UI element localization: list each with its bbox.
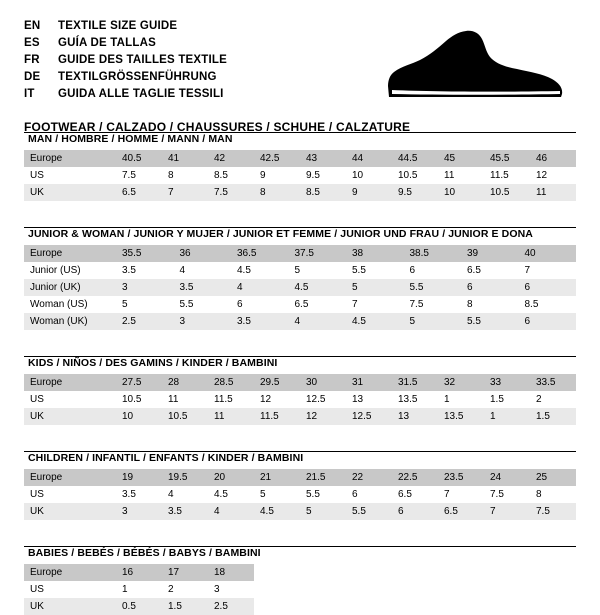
row-label: UK xyxy=(24,408,116,425)
size-table xyxy=(24,564,576,615)
size-cell: 13 xyxy=(346,391,392,408)
size-cell: 6.5 xyxy=(392,486,438,503)
size-cell: 6 xyxy=(346,486,392,503)
row-label: Europe xyxy=(24,374,116,391)
size-cell: 29.5 xyxy=(254,374,300,391)
language-code: ES xyxy=(24,37,40,49)
size-cell: 12 xyxy=(530,167,576,184)
language-title: TEXTILE SIZE GUIDE xyxy=(58,20,178,32)
row-label: UK xyxy=(24,503,116,520)
size-cell: 38 xyxy=(346,245,404,262)
size-cell: 1 xyxy=(484,408,530,425)
size-cell: 3.5 xyxy=(116,262,174,279)
size-cell: 3 xyxy=(174,313,232,330)
size-cell: 11 xyxy=(162,391,208,408)
size-cell: 11 xyxy=(530,184,576,201)
size-cell xyxy=(300,581,346,598)
row-label: UK xyxy=(24,184,116,201)
size-cell: 12.5 xyxy=(346,408,392,425)
size-cell: 23.5 xyxy=(438,469,484,486)
size-cell: 5.5 xyxy=(346,262,404,279)
size-cell: 19.5 xyxy=(162,469,208,486)
size-cell: 28 xyxy=(162,374,208,391)
size-cell: 45 xyxy=(438,150,484,167)
size-cell: 5 xyxy=(404,313,462,330)
size-cell xyxy=(300,598,346,615)
size-cell xyxy=(438,598,484,615)
size-cell: 28.5 xyxy=(208,374,254,391)
row-label: US xyxy=(24,486,116,503)
size-cell: 43 xyxy=(300,150,346,167)
language-code: DE xyxy=(24,71,41,83)
size-cell xyxy=(484,581,530,598)
size-cell xyxy=(484,564,530,581)
size-section xyxy=(24,546,576,615)
size-cell: 6 xyxy=(461,279,519,296)
size-cell xyxy=(254,598,300,615)
language-code: EN xyxy=(24,20,41,32)
size-cell: 24 xyxy=(484,469,530,486)
table-row xyxy=(24,564,576,581)
size-cell xyxy=(346,581,392,598)
size-cell: 5.5 xyxy=(300,486,346,503)
table-row xyxy=(24,184,576,201)
row-label: Europe xyxy=(24,245,116,262)
size-cell xyxy=(346,564,392,581)
size-cell xyxy=(346,598,392,615)
size-cell: 41 xyxy=(162,150,208,167)
size-cell: 42.5 xyxy=(254,150,300,167)
size-cell: 8 xyxy=(254,184,300,201)
size-table xyxy=(24,245,576,330)
size-cell: 37.5 xyxy=(289,245,347,262)
size-cell: 31.5 xyxy=(392,374,438,391)
size-cell: 3 xyxy=(116,503,162,520)
size-cell xyxy=(392,564,438,581)
size-cell: 7 xyxy=(438,486,484,503)
size-cell: 3.5 xyxy=(162,503,208,520)
table-row xyxy=(24,469,576,486)
size-cell: 40 xyxy=(519,245,577,262)
size-table xyxy=(24,374,576,425)
size-cell: 6 xyxy=(519,279,577,296)
size-cell: 7.5 xyxy=(208,184,254,201)
size-cell: 27.5 xyxy=(116,374,162,391)
size-cell: 3.5 xyxy=(231,313,289,330)
size-cell: 30 xyxy=(300,374,346,391)
size-cell: 5 xyxy=(300,503,346,520)
document-header xyxy=(24,18,576,134)
size-cell: 4.5 xyxy=(208,486,254,503)
row-label: US xyxy=(24,581,116,598)
size-cell: 8.5 xyxy=(300,184,346,201)
size-cell: 39 xyxy=(461,245,519,262)
size-cell: 7 xyxy=(519,262,577,279)
size-cell: 21.5 xyxy=(300,469,346,486)
row-label: Europe xyxy=(24,564,116,581)
size-cell: 4.5 xyxy=(346,313,404,330)
table-row xyxy=(24,486,576,503)
size-cell: 4.5 xyxy=(231,262,289,279)
table-row xyxy=(24,150,576,167)
size-cell: 7.5 xyxy=(116,167,162,184)
size-cell: 10.5 xyxy=(162,408,208,425)
size-cell: 10.5 xyxy=(484,184,530,201)
size-cell: 5.5 xyxy=(404,279,462,296)
size-cell: 36.5 xyxy=(231,245,289,262)
size-cell xyxy=(438,581,484,598)
language-title: TEXTILGRÖSSENFÜHRUNG xyxy=(58,71,217,83)
size-cell xyxy=(530,598,576,615)
size-cell xyxy=(392,598,438,615)
size-cell: 7.5 xyxy=(530,503,576,520)
language-code: IT xyxy=(24,88,35,100)
size-cell: 9.5 xyxy=(300,167,346,184)
size-cell xyxy=(484,598,530,615)
size-cell: 32 xyxy=(438,374,484,391)
size-cell: 12 xyxy=(254,391,300,408)
table-row xyxy=(24,503,576,520)
table-row xyxy=(24,279,576,296)
size-cell: 6.5 xyxy=(461,262,519,279)
size-cell: 8 xyxy=(530,486,576,503)
table-row xyxy=(24,598,576,615)
size-cell: 7.5 xyxy=(404,296,462,313)
size-cell: 6 xyxy=(519,313,577,330)
size-cell: 5 xyxy=(289,262,347,279)
size-cell: 4.5 xyxy=(289,279,347,296)
size-cell: 6 xyxy=(231,296,289,313)
size-cell xyxy=(530,564,576,581)
size-cell: 44.5 xyxy=(392,150,438,167)
size-cell: 1 xyxy=(116,581,162,598)
size-cell: 10 xyxy=(346,167,392,184)
category-line: FOOTWEAR / CALZADO / CHAUSSURES / SCHUHE / CALZATURE xyxy=(24,120,411,134)
size-cell: 1 xyxy=(438,391,484,408)
section-title: MAN / HOMBRE / HOMME / MANN / MAN xyxy=(28,133,233,145)
section-title: KIDS / NIÑOS / DES GAMINS / KINDER / BAMBINI xyxy=(28,357,278,369)
size-cell: 42 xyxy=(208,150,254,167)
size-cell: 5 xyxy=(254,486,300,503)
size-cell: 11 xyxy=(208,408,254,425)
size-cell: 1.5 xyxy=(530,408,576,425)
size-cell: 8 xyxy=(461,296,519,313)
size-cell: 7 xyxy=(484,503,530,520)
table-row xyxy=(24,374,576,391)
size-table xyxy=(24,150,576,201)
language-code: FR xyxy=(24,54,40,66)
row-label: UK xyxy=(24,598,116,615)
dress-shoe-icon xyxy=(380,28,570,100)
size-cell: 20 xyxy=(208,469,254,486)
size-tables-container xyxy=(24,132,576,615)
size-cell: 7 xyxy=(162,184,208,201)
size-cell: 12 xyxy=(300,408,346,425)
size-cell: 9.5 xyxy=(392,184,438,201)
size-cell xyxy=(254,581,300,598)
row-label: Junior (US) xyxy=(24,262,116,279)
size-cell: 6 xyxy=(392,503,438,520)
row-label: Europe xyxy=(24,150,116,167)
size-section xyxy=(24,227,576,330)
size-cell xyxy=(392,581,438,598)
size-cell: 0.5 xyxy=(116,598,162,615)
size-cell: 18 xyxy=(208,564,254,581)
section-title: BABIES / BEBÉS / BÉBÉS / BABYS / BAMBINI xyxy=(28,547,261,559)
size-cell: 10.5 xyxy=(392,167,438,184)
size-cell: 5.5 xyxy=(346,503,392,520)
size-cell: 46 xyxy=(530,150,576,167)
table-row xyxy=(24,581,576,598)
size-cell: 5.5 xyxy=(461,313,519,330)
size-cell: 5 xyxy=(346,279,404,296)
size-cell: 8 xyxy=(162,167,208,184)
row-label: US xyxy=(24,167,116,184)
size-cell: 2.5 xyxy=(208,598,254,615)
size-cell: 6 xyxy=(404,262,462,279)
size-table xyxy=(24,469,576,520)
row-label: US xyxy=(24,391,116,408)
size-cell: 13.5 xyxy=(438,408,484,425)
size-cell xyxy=(438,564,484,581)
size-cell: 6.5 xyxy=(289,296,347,313)
size-cell: 45.5 xyxy=(484,150,530,167)
size-cell: 21 xyxy=(254,469,300,486)
size-cell: 10.5 xyxy=(116,391,162,408)
size-cell: 11 xyxy=(438,167,484,184)
size-cell: 33 xyxy=(484,374,530,391)
size-cell: 4 xyxy=(231,279,289,296)
size-cell: 3 xyxy=(116,279,174,296)
size-cell: 44 xyxy=(346,150,392,167)
size-cell: 4 xyxy=(162,486,208,503)
row-label: Woman (US) xyxy=(24,296,116,313)
size-cell: 5.5 xyxy=(174,296,232,313)
size-cell: 10 xyxy=(116,408,162,425)
size-cell: 25 xyxy=(530,469,576,486)
table-row xyxy=(24,245,576,262)
size-cell: 9 xyxy=(254,167,300,184)
table-row xyxy=(24,408,576,425)
size-cell: 3.5 xyxy=(116,486,162,503)
language-title: GUIDE DES TAILLES TEXTILE xyxy=(58,54,227,66)
size-cell: 2.5 xyxy=(116,313,174,330)
row-label: Woman (UK) xyxy=(24,313,116,330)
section-title: CHILDREN / INFANTIL / ENFANTS / KINDER / BAMBINI xyxy=(28,452,304,464)
size-cell: 7.5 xyxy=(484,486,530,503)
size-cell: 40.5 xyxy=(116,150,162,167)
size-cell: 6.5 xyxy=(116,184,162,201)
size-cell: 11.5 xyxy=(208,391,254,408)
size-cell: 22 xyxy=(346,469,392,486)
size-cell: 4.5 xyxy=(254,503,300,520)
size-cell: 2 xyxy=(162,581,208,598)
size-cell: 8.5 xyxy=(208,167,254,184)
size-cell: 10 xyxy=(438,184,484,201)
size-cell: 4 xyxy=(174,262,232,279)
table-row xyxy=(24,167,576,184)
language-title: GUÍA DE TALLAS xyxy=(58,37,156,49)
size-cell: 4 xyxy=(289,313,347,330)
size-cell: 35.5 xyxy=(116,245,174,262)
size-cell: 12.5 xyxy=(300,391,346,408)
size-cell: 36 xyxy=(174,245,232,262)
size-cell: 7 xyxy=(346,296,404,313)
table-row xyxy=(24,313,576,330)
size-cell: 19 xyxy=(116,469,162,486)
size-cell: 33.5 xyxy=(530,374,576,391)
size-cell: 22.5 xyxy=(392,469,438,486)
size-section xyxy=(24,451,576,520)
size-cell: 1.5 xyxy=(484,391,530,408)
size-cell: 6.5 xyxy=(438,503,484,520)
size-cell: 13.5 xyxy=(392,391,438,408)
table-row xyxy=(24,391,576,408)
size-cell: 13 xyxy=(392,408,438,425)
size-cell: 9 xyxy=(346,184,392,201)
table-row xyxy=(24,262,576,279)
size-cell: 31 xyxy=(346,374,392,391)
size-cell: 5 xyxy=(116,296,174,313)
language-title: GUIDA ALLE TAGLIE TESSILI xyxy=(58,88,224,100)
size-section xyxy=(24,356,576,425)
size-cell: 4 xyxy=(208,503,254,520)
size-cell: 2 xyxy=(530,391,576,408)
size-cell xyxy=(254,564,300,581)
size-cell: 3 xyxy=(208,581,254,598)
section-title: JUNIOR & WOMAN / JUNIOR Y MUJER / JUNIOR ET FEMME / JUNIOR UND FRAU / JUNIOR E DONA xyxy=(28,228,533,240)
row-label: Junior (UK) xyxy=(24,279,116,296)
row-label: Europe xyxy=(24,469,116,486)
size-cell: 1.5 xyxy=(162,598,208,615)
size-cell xyxy=(300,564,346,581)
size-cell: 3.5 xyxy=(174,279,232,296)
size-cell xyxy=(530,581,576,598)
size-cell: 11.5 xyxy=(254,408,300,425)
table-row xyxy=(24,296,576,313)
size-cell: 17 xyxy=(162,564,208,581)
size-cell: 38.5 xyxy=(404,245,462,262)
size-cell: 16 xyxy=(116,564,162,581)
size-cell: 8.5 xyxy=(519,296,577,313)
size-cell: 11.5 xyxy=(484,167,530,184)
size-section xyxy=(24,132,576,201)
